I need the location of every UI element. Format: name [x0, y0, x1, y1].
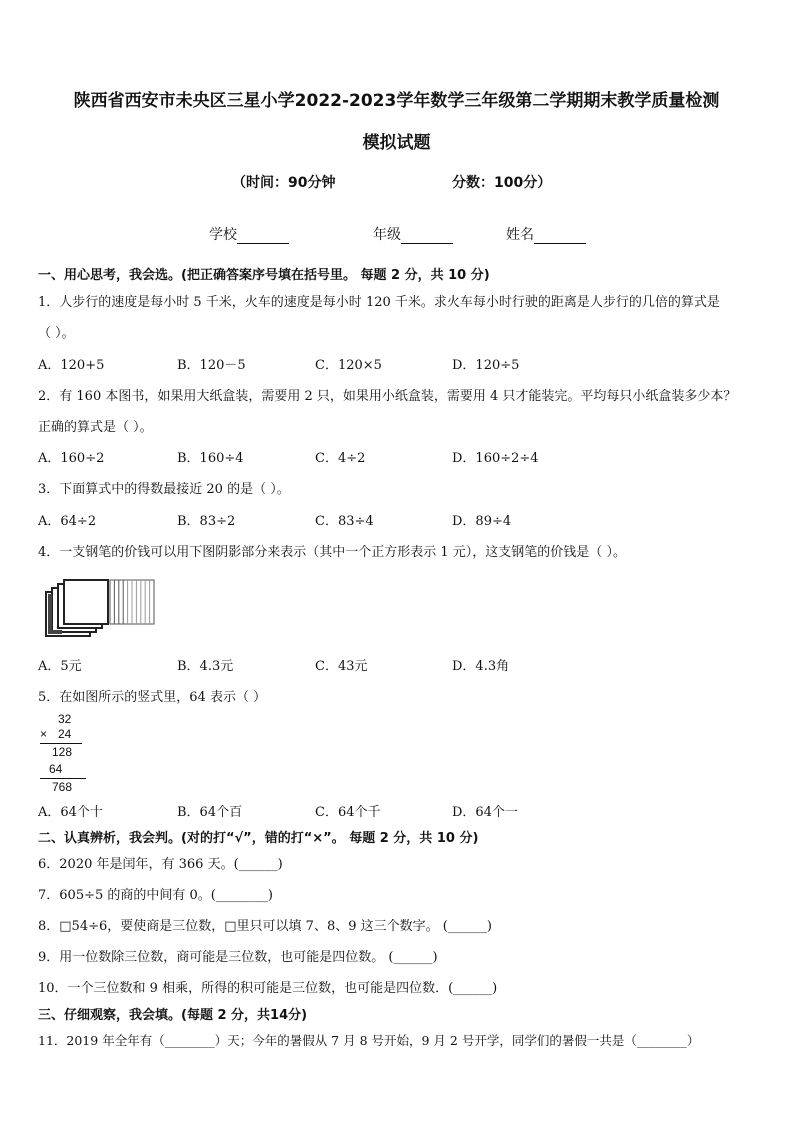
- q1-text: 1．人步行的速度是每小时 5 千米，火车的速度是每小时 120 千米。求火车每小时行驶的距离是人步行的几倍的算式是: [38, 295, 720, 310]
- grade-blank[interactable]: [401, 229, 453, 244]
- school-field[interactable]: [209, 224, 289, 244]
- q5-option-b[interactable]: B．64个百: [177, 805, 243, 820]
- q3-option-c[interactable]: C．83÷4: [315, 514, 374, 529]
- page-title: 陕西省西安市未央区三星小学2022-2023学年数学三年级第二学期期末教学质量检测: [73, 91, 720, 111]
- q4-full-squares: [46, 580, 108, 636]
- q4-text: 4．一支钢笔的价钱可以用下图阴影部分来表示（其中一个正方形表示 1 元），这支钢笔的价钱是（ ）。: [38, 545, 626, 560]
- q3-option-d[interactable]: D．89÷4: [452, 514, 512, 529]
- q5-multiplier: 24: [58, 727, 72, 741]
- score-info: 分数：100分）: [452, 175, 552, 191]
- q2-option-b[interactable]: B．160÷4: [177, 451, 244, 466]
- school-blank[interactable]: [237, 229, 289, 244]
- q2-option-d[interactable]: D．160÷2÷4: [452, 451, 539, 466]
- q6-text[interactable]: 6．2020 年是闰年，有 366 天。(______): [38, 857, 283, 872]
- q1-option-b[interactable]: B．120－5: [177, 358, 246, 373]
- q9-text[interactable]: 9．用一位数除三位数，商可能是三位数，也可能是四位数。 (______): [38, 950, 438, 965]
- q2-text: 2．有 160 本图书，如果用大纸盒装，需要用 2 只，如果用小纸盒装，需要用 4 只才能装完。平均每只小纸盒装多少本？: [38, 389, 737, 404]
- school-label: 学校: [209, 227, 237, 243]
- q5-option-d[interactable]: D．64个一: [452, 805, 518, 820]
- section-3-heading: 三、仔细观察，我会填。(每题 2 分，共14分): [38, 1008, 308, 1023]
- q3-option-a[interactable]: A．64÷2: [38, 514, 97, 529]
- name-label: 姓名: [506, 227, 534, 243]
- q8-text[interactable]: 8．□54÷6，要使商是三位数，□里只可以填 7、8、9 这三个数字。 (______): [38, 919, 492, 934]
- q1-option-c[interactable]: C．120×5: [315, 358, 382, 373]
- q2-text-2: 正确的算式是（ ）。: [38, 420, 153, 435]
- q2-option-c[interactable]: C．4÷2: [315, 451, 366, 466]
- q1-text-2: （ ）。: [38, 326, 75, 341]
- page-title-line2: 模拟试题: [362, 133, 431, 153]
- q5-rule-1: [40, 743, 82, 744]
- q5-option-c[interactable]: C．64个千: [315, 805, 381, 820]
- q5-rule-2: [40, 778, 86, 779]
- q4-option-d[interactable]: D．4.3角: [452, 659, 510, 674]
- q4-option-a[interactable]: A．5元: [38, 659, 82, 674]
- grade-label: 年级: [373, 227, 401, 243]
- q10-text[interactable]: 10．一个三位数和 9 相乘，所得的积可能是三位数，也可能是四位数．(______): [38, 981, 498, 996]
- q4-squares-figure: [42, 578, 162, 640]
- q11-text[interactable]: 11．2019 年全年有（________）天；今年的暑假从 7 月 8 号开始，9 月 2 号开学，同学们的暑假一共是（________）: [38, 1033, 700, 1048]
- q5-partial-product-1: 128: [52, 745, 73, 759]
- name-field[interactable]: [506, 224, 586, 244]
- time-info: （时间：90分钟: [232, 175, 336, 191]
- q3-option-b[interactable]: B．83÷2: [177, 514, 236, 529]
- q5-result: 768: [52, 780, 73, 794]
- q1-option-a[interactable]: A．120+5: [38, 358, 105, 373]
- section-1-heading: 一、用心思考，我会选。(把正确答案序号填在括号里。 每题 2 分，共 10 分): [38, 268, 490, 283]
- q4-option-b[interactable]: B．4.3元: [177, 659, 234, 674]
- q5-partial-product-2: 64: [49, 762, 63, 776]
- name-blank[interactable]: [534, 229, 586, 244]
- q5-times-sign: ×: [40, 727, 48, 741]
- q5-option-a[interactable]: A．64个十: [38, 805, 103, 820]
- grade-field[interactable]: [373, 224, 453, 244]
- q3-text: 3．下面算式中的得数最接近 20 的是（ ）。: [38, 482, 290, 497]
- q4-tenth-strips: [110, 580, 154, 624]
- q5-multiplicand: 32: [58, 712, 72, 726]
- q1-option-d[interactable]: D．120÷5: [452, 358, 520, 373]
- section-2-heading: 二、认真辨析，我会判。(对的打“√”，错的打“×”。 每题 2 分，共 10 分): [38, 831, 479, 846]
- q4-option-c[interactable]: C．43元: [315, 659, 368, 674]
- q5-text: 5．在如图所示的竖式里，64 表示（ ）: [38, 690, 267, 705]
- q7-text[interactable]: 7．605÷5 的商的中间有 0。(________): [38, 888, 273, 903]
- q2-option-a[interactable]: A．160÷2: [38, 451, 105, 466]
